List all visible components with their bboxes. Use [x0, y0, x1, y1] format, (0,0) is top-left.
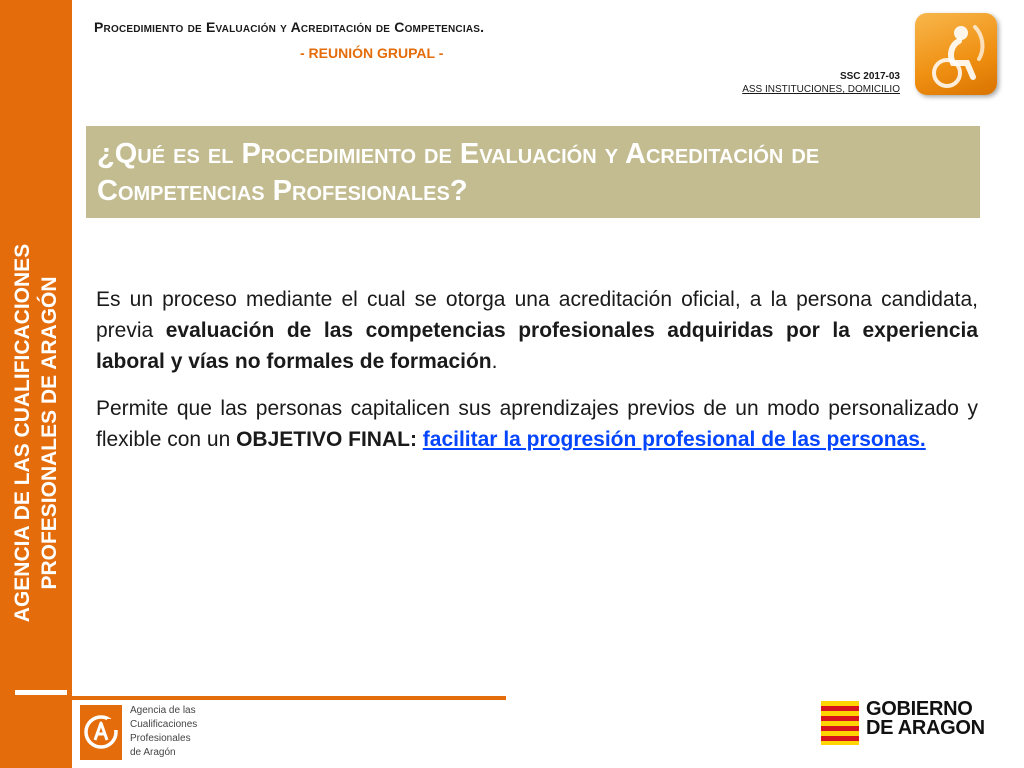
- government-line-1: GOBIERNO: [866, 698, 973, 720]
- agency-line: Agencia de las: [130, 705, 196, 716]
- sidebar-divider: [15, 690, 67, 695]
- title-band: [86, 126, 980, 218]
- government-line-2: DE ARAGON: [866, 717, 985, 739]
- footer-rule: [72, 696, 506, 700]
- paragraph-2-intro: Permite que las personas capitalicen sus aprendizajes previos de un modo personalizado y flexible con un: [96, 397, 978, 451]
- agency-line: Cualificaciones: [130, 719, 198, 730]
- body-text: [96, 284, 978, 471]
- paragraph-1: [96, 284, 978, 377]
- agency-line: de Aragón: [130, 747, 176, 758]
- reference-scope: ASS INSTITUCIONES, DOMICILIO: [742, 84, 900, 95]
- paragraph-1-intro: Es un proceso mediante el cual se otorga una acreditación oficial, a la persona candidata, previa: [96, 288, 978, 342]
- slide-title: ¿Qué es el Procedimiento de Evaluación y Acreditación de Competencias Profesionales?: [97, 138, 820, 207]
- agency-name: [130, 704, 197, 760]
- agency-ca-logo-icon: [80, 705, 122, 760]
- reference-code: SSC 2017-03: [839, 71, 900, 82]
- sidebar-line-2: PROFESIONALES DE ARAGÓN: [38, 276, 61, 590]
- government-logo-text: [866, 700, 985, 738]
- objective-link[interactable]: facilitar la progresión profesional de las personas.: [422, 428, 926, 451]
- header-subtitle: - REUNIÓN GRUPAL -: [300, 45, 444, 61]
- paragraph-1-end: .: [491, 350, 498, 373]
- agency-line: Profesionales: [130, 733, 191, 744]
- header-title: Procedimiento de Evaluación y Acreditación de Competencias.: [94, 19, 485, 35]
- sidebar-line-1: AGENCIA DE LAS CUALIFICACIONES: [11, 243, 34, 623]
- paragraph-1-emphasis: evaluación de las competencias profesionales adquiridas por la experiencia laboral y vías no formales de formación: [96, 319, 979, 373]
- reference-block: [742, 70, 900, 96]
- wheelchair-care-icon: [915, 13, 997, 95]
- sidebar-agency-text: [9, 198, 63, 668]
- aragon-flag-icon: [821, 701, 859, 745]
- objective-label: OBJETIVO FINAL:: [236, 428, 417, 451]
- sidebar-band: [0, 0, 72, 768]
- paragraph-2: [96, 393, 978, 455]
